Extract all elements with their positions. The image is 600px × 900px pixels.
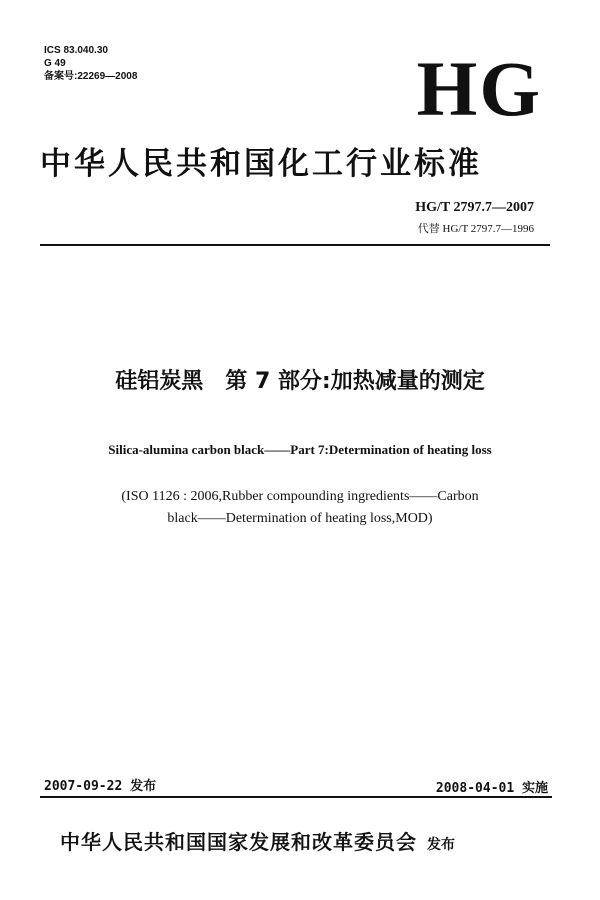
chinese-title-part1: 硅铝炭黑	[115, 369, 204, 394]
standard-number: HG/T 2797.7—2007	[415, 200, 534, 215]
issue-date: 2007-09-22 发布	[44, 779, 157, 794]
chinese-title-part2: 第 7 部分:加热减量的测定	[225, 369, 485, 394]
ccs-code: G 49	[44, 58, 66, 69]
standard-category-title: 中华人民共和国化工行业标准	[40, 146, 482, 182]
record-number: 备案号:22269—2008	[44, 71, 138, 82]
iso-reference-line2: black——Determination of heating loss,MOD)	[167, 511, 433, 526]
iso-reference-line1: (ISO 1126 : 2006,Rubber compounding ingredients——Carbon	[121, 489, 479, 504]
publisher-name: 中华人民共和国国家发展和改革委员会	[60, 830, 417, 854]
bottom-divider	[40, 796, 552, 798]
replaces-standard: 代替 HG/T 2797.7—1996	[417, 223, 534, 235]
implementation-date: 2008-04-01 实施	[435, 781, 548, 796]
publisher-action: 发布	[427, 837, 455, 853]
english-title: Silica-alumina carbon black——Part 7:Determination of heating loss	[108, 442, 492, 457]
chinese-title	[0, 364, 600, 395]
iso-reference	[0, 486, 600, 530]
top-divider	[40, 244, 550, 246]
publisher	[60, 826, 455, 855]
ics-code: ICS 83.040.30	[44, 45, 108, 56]
hg-logo: HG	[416, 45, 542, 132]
classification-block	[44, 44, 137, 83]
